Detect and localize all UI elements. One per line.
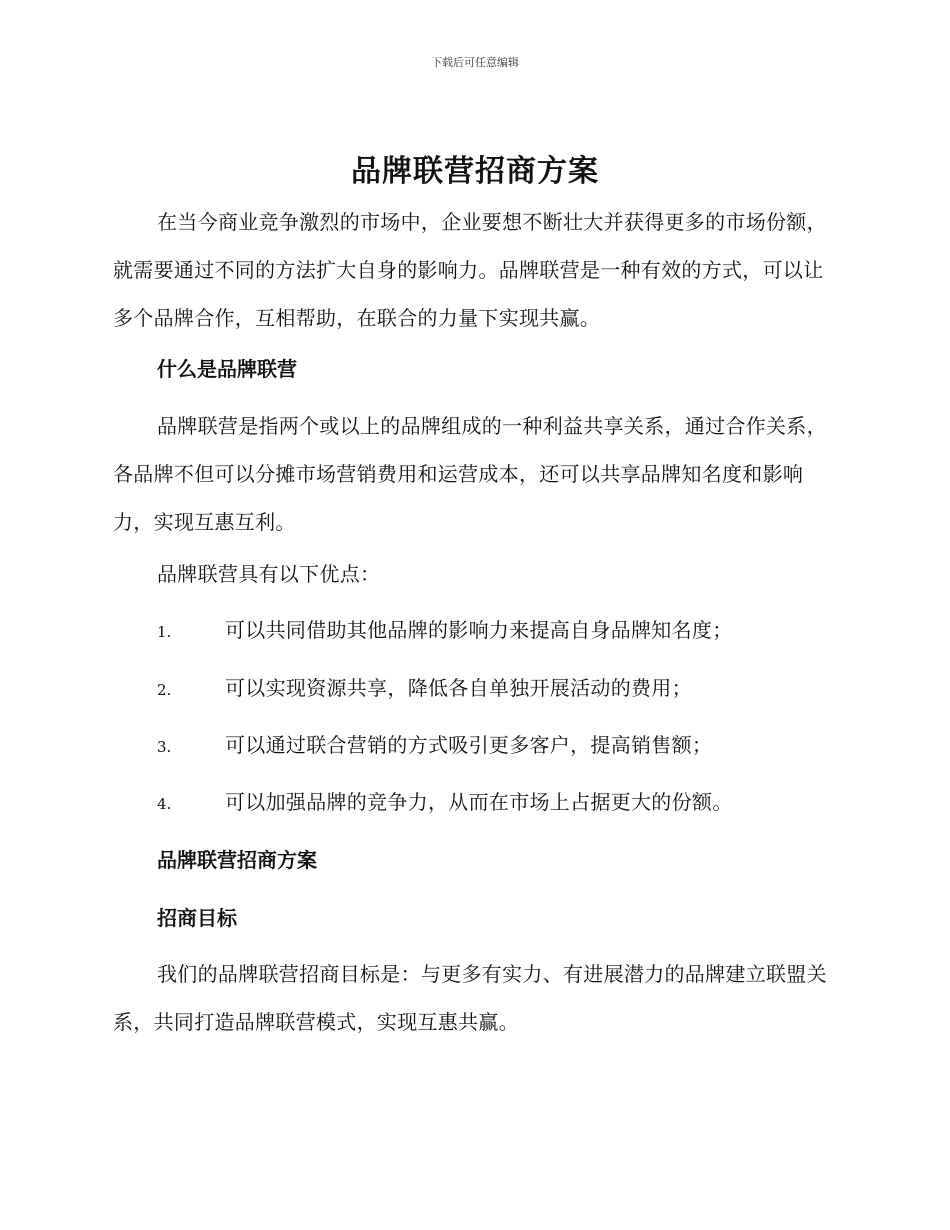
intro-paragraph: 在当今商业竞争激烈的市场中，企业要想不断壮大并获得更多的市场份额，就需要通过不同的方法扩大自身的影响力。品牌联营是一种有效的方式，可以让多个品牌合作，互相帮助，在联合的力量下实现共赢。	[113, 210, 827, 330]
list-text: 可以通过联合营销的方式吸引更多客户，提高销售额；	[225, 733, 713, 757]
section-heading-plan: 品牌联营招商方案	[157, 848, 317, 872]
definition-paragraph: 品牌联营是指两个或以上的品牌组成的一种利益共享关系，通过合作关系，各品牌不但可以分摊市场营销费用和运营成本，还可以共享品牌知名度和影响力，实现互惠互利。	[113, 414, 827, 534]
document-title: 品牌联营招商方案	[351, 154, 599, 189]
subheading-goal: 招商目标	[157, 906, 237, 930]
header-note: 下载后可任意编辑	[431, 56, 519, 69]
section-heading-what-is: 什么是品牌联营	[157, 357, 297, 381]
advantages-intro: 品牌联营具有以下优点：	[157, 562, 381, 586]
list-text: 可以共同借助其他品牌的影响力来提高自身品牌知名度；	[225, 618, 733, 642]
list-number: 3.	[157, 738, 172, 756]
list-number: 4.	[157, 795, 172, 813]
list-number: 2.	[157, 681, 172, 699]
list-text: 可以加强品牌的竞争力，从而在市场上占据更大的份额。	[225, 790, 733, 814]
list-text: 可以实现资源共享，降低各自单独开展活动的费用；	[225, 676, 692, 700]
list-number: 1.	[157, 623, 172, 641]
goal-paragraph: 我们的品牌联营招商目标是：与更多有实力、有进展潜力的品牌建立联盟关系，共同打造品牌联营模式，实现互惠共赢。	[113, 962, 827, 1034]
